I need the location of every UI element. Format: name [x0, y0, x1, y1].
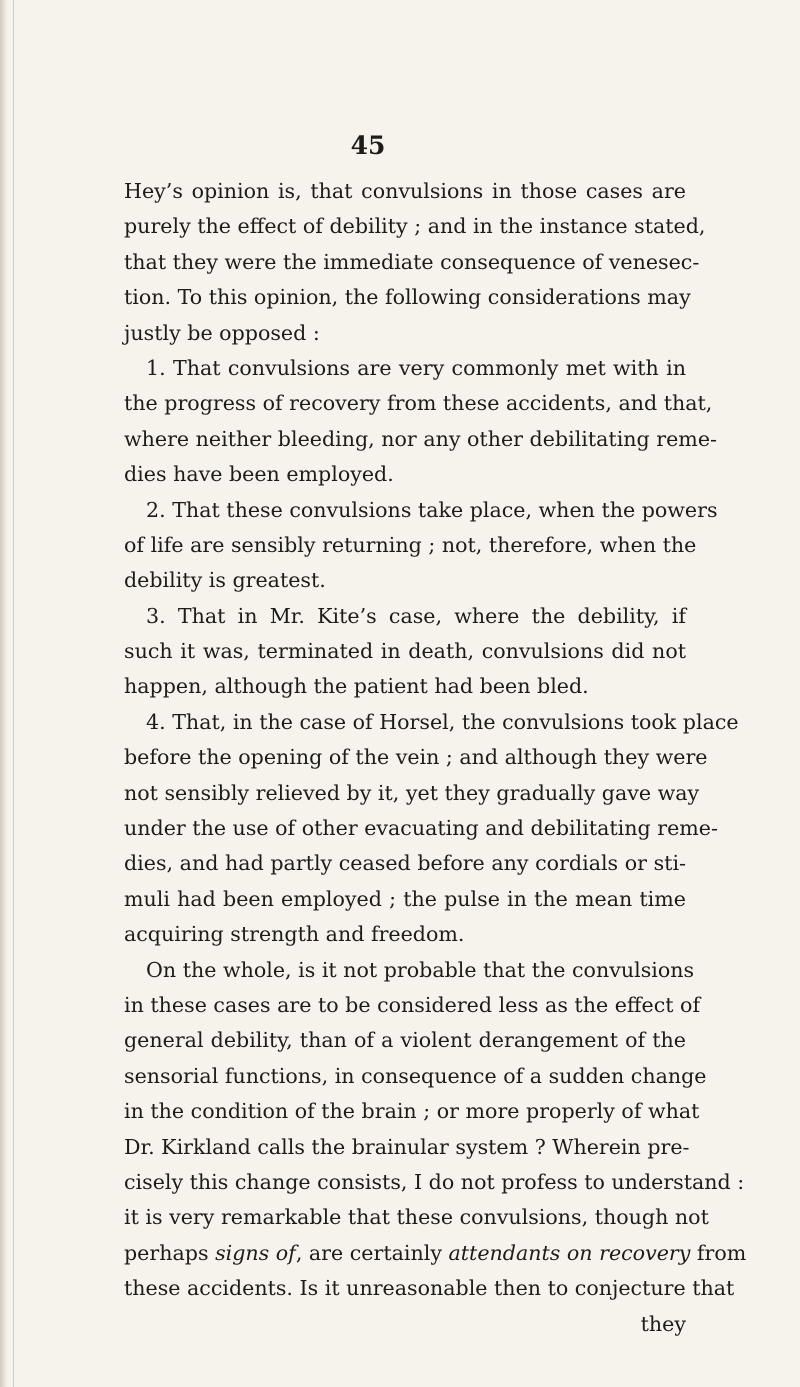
text-line: 1. That convulsions are very commonly met with in [146, 355, 686, 380]
text-line: in these cases are to be considered less as the effect of [124, 992, 701, 1017]
text-line: debility is greatest. [124, 568, 326, 593]
text-line: such it was, terminated in death, convulsions did not [124, 639, 686, 664]
text-line: dies, and had partly ceased before any cordials or sti- [124, 851, 686, 876]
text-line: in the condition of the brain ; or more properly of what [124, 1099, 700, 1124]
binding-edge [0, 0, 8, 1387]
text-line: not sensibly relieved by it, yet they gradually gave way [124, 780, 700, 805]
text-line: On the whole, is it not probable that the convulsions [146, 957, 695, 982]
page-number: 45 [350, 131, 386, 160]
text-line: under the use of other evacuating and debilitating reme- [124, 816, 718, 841]
text-line: Hey’s opinion is, that convulsions in those cases are [124, 179, 686, 203]
text-line: that they were the immediate consequence of venesec- [124, 249, 700, 274]
text-line: muli had been employed ; the pulse in the mean time [124, 886, 686, 911]
text-line: tion. To this opinion, the following considerations may [124, 285, 691, 310]
text-line: happen, although the patient had been bled. [124, 674, 589, 699]
italic-phrase: attendants on recovery [448, 1240, 691, 1265]
text-line: 2. That these convulsions take place, when the powers [146, 497, 718, 522]
text-line: cisely this change consists, I do not profess to understand : [124, 1169, 745, 1194]
text-run: , are certainly [295, 1240, 449, 1265]
text-line: 3. That in Mr. Kite’s case, where the debility, if [146, 603, 686, 628]
italic-phrase: signs of [215, 1240, 296, 1265]
text-line: these accidents. Is it unreasonable then to conjecture that [124, 1276, 735, 1301]
text-line: the progress of recovery from these accidents, and that, [124, 391, 713, 416]
catchword: they [640, 1311, 686, 1336]
text-line: general debility, than of a violent derangement of the [124, 1028, 686, 1053]
body-text [124, 174, 747, 1342]
binding-line [13, 0, 14, 1387]
text-run: from [690, 1240, 747, 1265]
text-line [124, 1236, 747, 1271]
text-line: where neither bleeding, nor any other debilitating reme- [124, 426, 717, 451]
text-line: it is very remarkable that these convulsions, though not [124, 1205, 709, 1230]
text-line: justly be opposed : [124, 320, 320, 345]
text-line: before the opening of the vein ; and although they were [124, 745, 708, 770]
text-line: 4. That, in the case of Horsel, the convulsions took place [146, 709, 739, 734]
text-line: Dr. Kirkland calls the brainular system ? Wherein pre- [124, 1134, 690, 1159]
text-line: acquiring strength and freedom. [124, 922, 465, 947]
text-line: purely the effect of debility ; and in the instance stated, [124, 214, 706, 239]
text-line: dies have been employed. [124, 462, 394, 487]
text-line: of life are sensibly returning ; not, therefore, when the [124, 532, 697, 557]
text-line: sensorial functions, in consequence of a sudden change [124, 1063, 707, 1088]
text-run: perhaps [124, 1240, 216, 1265]
